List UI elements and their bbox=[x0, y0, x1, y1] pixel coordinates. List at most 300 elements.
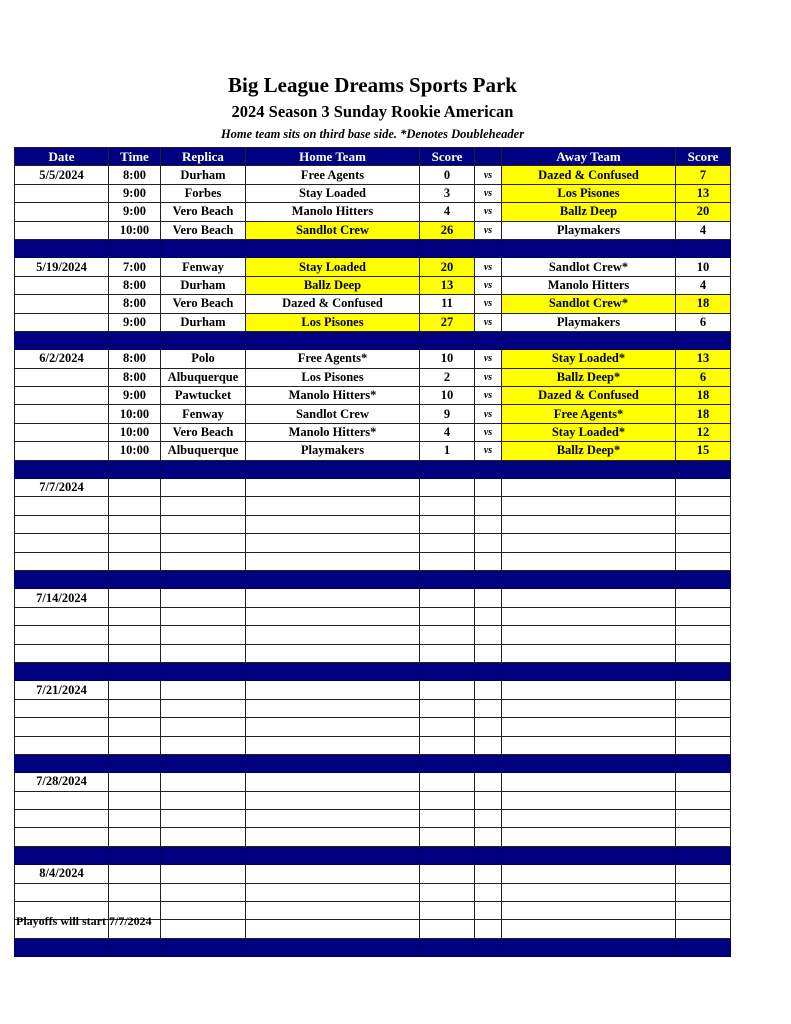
time-cell bbox=[109, 773, 161, 791]
vs-cell bbox=[475, 902, 502, 920]
schedule-table bbox=[14, 147, 731, 957]
game-row bbox=[15, 295, 731, 313]
away-score-cell bbox=[676, 828, 731, 846]
away-score-cell: 13 bbox=[676, 184, 731, 202]
date-cell bbox=[15, 276, 109, 294]
time-cell bbox=[109, 699, 161, 717]
date-cell bbox=[15, 515, 109, 533]
home-score-cell: 26 bbox=[420, 221, 475, 239]
vs-label: vs bbox=[475, 405, 502, 423]
home-score-cell bbox=[420, 736, 475, 754]
empty-row bbox=[15, 626, 731, 644]
empty-row bbox=[15, 497, 731, 515]
vs-label: vs bbox=[475, 203, 502, 221]
empty-row bbox=[15, 865, 731, 883]
separator-cell bbox=[676, 662, 731, 680]
home-team-cell bbox=[246, 589, 420, 607]
vs-cell bbox=[475, 699, 502, 717]
vs-label: vs bbox=[475, 368, 502, 386]
empty-row bbox=[15, 607, 731, 625]
replica-cell bbox=[161, 791, 246, 809]
away-team-cell: Ballz Deep* bbox=[502, 442, 676, 460]
home-score-cell bbox=[420, 515, 475, 533]
empty-row bbox=[15, 718, 731, 736]
away-team-cell: Los Pisones bbox=[502, 184, 676, 202]
vs-cell bbox=[475, 883, 502, 901]
separator-cell bbox=[502, 460, 676, 478]
week-separator bbox=[15, 239, 731, 257]
away-team-cell bbox=[502, 681, 676, 699]
week-separator bbox=[15, 846, 731, 864]
home-score-cell bbox=[420, 791, 475, 809]
away-score-cell: 18 bbox=[676, 405, 731, 423]
column-header-date: Date bbox=[15, 148, 109, 166]
week-separator bbox=[15, 570, 731, 588]
home-team-cell bbox=[246, 479, 420, 497]
away-score-cell bbox=[676, 626, 731, 644]
separator-cell bbox=[475, 460, 502, 478]
home-score-cell bbox=[420, 718, 475, 736]
date-cell bbox=[15, 405, 109, 423]
time-cell bbox=[109, 681, 161, 699]
away-score-cell bbox=[676, 791, 731, 809]
replica-cell: Pawtucket bbox=[161, 387, 246, 405]
replica-cell: Durham bbox=[161, 276, 246, 294]
separator-cell bbox=[161, 460, 246, 478]
replica-cell bbox=[161, 699, 246, 717]
vs-cell bbox=[475, 479, 502, 497]
replica-cell: Fenway bbox=[161, 258, 246, 276]
home-team-cell: Los Pisones bbox=[246, 368, 420, 386]
replica-cell bbox=[161, 534, 246, 552]
time-cell: 10:00 bbox=[109, 405, 161, 423]
date-cell: 6/2/2024 bbox=[15, 350, 109, 368]
time-cell bbox=[109, 865, 161, 883]
vs-cell bbox=[475, 810, 502, 828]
page-subtitle: 2024 Season 3 Sunday Rookie American bbox=[231, 102, 514, 121]
time-cell bbox=[109, 479, 161, 497]
vs-label: vs bbox=[475, 423, 502, 441]
vs-label: vs bbox=[475, 166, 502, 184]
separator-cell bbox=[676, 239, 731, 257]
separator-cell bbox=[161, 662, 246, 680]
separator-cell bbox=[475, 662, 502, 680]
away-team-cell: Dazed & Confused bbox=[502, 387, 676, 405]
separator-cell bbox=[15, 846, 109, 864]
empty-row bbox=[15, 534, 731, 552]
empty-row bbox=[15, 681, 731, 699]
separator-cell bbox=[246, 938, 420, 956]
separator-cell bbox=[676, 754, 731, 772]
away-score-cell bbox=[676, 497, 731, 515]
game-row bbox=[15, 350, 731, 368]
vs-cell bbox=[475, 681, 502, 699]
week-separator bbox=[15, 662, 731, 680]
away-score-cell bbox=[676, 718, 731, 736]
away-score-cell: 4 bbox=[676, 221, 731, 239]
column-header-away-score: Score bbox=[676, 148, 731, 166]
empty-row bbox=[15, 644, 731, 662]
separator-cell bbox=[109, 331, 161, 349]
time-cell bbox=[109, 828, 161, 846]
home-score-cell bbox=[420, 883, 475, 901]
separator-cell bbox=[502, 938, 676, 956]
time-cell bbox=[109, 736, 161, 754]
home-team-cell bbox=[246, 681, 420, 699]
away-score-cell bbox=[676, 920, 731, 938]
home-score-cell bbox=[420, 828, 475, 846]
home-team-cell: Stay Loaded bbox=[246, 184, 420, 202]
away-score-cell: 12 bbox=[676, 423, 731, 441]
away-team-cell: Sandlot Crew* bbox=[502, 258, 676, 276]
time-cell: 9:00 bbox=[109, 313, 161, 331]
separator-cell bbox=[420, 846, 475, 864]
time-cell: 8:00 bbox=[109, 276, 161, 294]
home-score-cell: 0 bbox=[420, 166, 475, 184]
separator-cell bbox=[15, 754, 109, 772]
separator-cell bbox=[246, 846, 420, 864]
game-row bbox=[15, 258, 731, 276]
home-score-cell bbox=[420, 644, 475, 662]
away-score-cell: 7 bbox=[676, 166, 731, 184]
away-score-cell bbox=[676, 883, 731, 901]
time-cell: 8:00 bbox=[109, 368, 161, 386]
time-cell bbox=[109, 497, 161, 515]
separator-cell bbox=[475, 331, 502, 349]
replica-cell: Vero Beach bbox=[161, 203, 246, 221]
vs-cell bbox=[475, 736, 502, 754]
empty-row bbox=[15, 479, 731, 497]
separator-cell bbox=[246, 662, 420, 680]
home-score-cell: 10 bbox=[420, 387, 475, 405]
away-team-cell: Free Agents* bbox=[502, 405, 676, 423]
vs-cell bbox=[475, 644, 502, 662]
home-team-cell bbox=[246, 773, 420, 791]
replica-cell: Albuquerque bbox=[161, 442, 246, 460]
away-team-cell bbox=[502, 552, 676, 570]
vs-cell bbox=[475, 791, 502, 809]
replica-cell bbox=[161, 497, 246, 515]
week-separator bbox=[15, 460, 731, 478]
home-team-cell: Ballz Deep bbox=[246, 276, 420, 294]
home-score-cell bbox=[420, 626, 475, 644]
home-team-cell: Sandlot Crew bbox=[246, 405, 420, 423]
separator-cell bbox=[246, 570, 420, 588]
away-score-cell bbox=[676, 902, 731, 920]
home-team-cell bbox=[246, 552, 420, 570]
away-team-cell bbox=[502, 920, 676, 938]
date-cell bbox=[15, 313, 109, 331]
away-team-cell bbox=[502, 626, 676, 644]
away-team-cell bbox=[502, 810, 676, 828]
away-team-cell bbox=[502, 791, 676, 809]
date-cell bbox=[15, 203, 109, 221]
time-cell bbox=[109, 718, 161, 736]
away-team-cell bbox=[502, 736, 676, 754]
time-cell bbox=[109, 810, 161, 828]
away-score-cell: 4 bbox=[676, 276, 731, 294]
vs-cell bbox=[475, 773, 502, 791]
date-cell: 8/4/2024 bbox=[15, 865, 109, 883]
away-team-cell bbox=[502, 534, 676, 552]
home-team-cell bbox=[246, 515, 420, 533]
date-cell bbox=[15, 810, 109, 828]
date-cell bbox=[15, 497, 109, 515]
home-score-cell bbox=[420, 920, 475, 938]
away-score-cell bbox=[676, 773, 731, 791]
date-cell: 7/14/2024 bbox=[15, 589, 109, 607]
empty-row bbox=[15, 883, 731, 901]
away-team-cell: Playmakers bbox=[502, 313, 676, 331]
away-score-cell: 18 bbox=[676, 295, 731, 313]
replica-cell bbox=[161, 773, 246, 791]
away-score-cell: 18 bbox=[676, 387, 731, 405]
separator-cell bbox=[161, 938, 246, 956]
game-row bbox=[15, 368, 731, 386]
replica-cell: Polo bbox=[161, 350, 246, 368]
home-score-cell: 11 bbox=[420, 295, 475, 313]
replica-cell: Durham bbox=[161, 313, 246, 331]
away-team-cell bbox=[502, 589, 676, 607]
vs-cell bbox=[475, 552, 502, 570]
replica-cell bbox=[161, 718, 246, 736]
vs-label: vs bbox=[475, 258, 502, 276]
time-cell: 8:00 bbox=[109, 166, 161, 184]
empty-row bbox=[15, 773, 731, 791]
game-row bbox=[15, 387, 731, 405]
away-team-cell bbox=[502, 644, 676, 662]
home-score-cell: 9 bbox=[420, 405, 475, 423]
home-team-cell: Playmakers bbox=[246, 442, 420, 460]
separator-cell bbox=[502, 846, 676, 864]
vs-cell bbox=[475, 828, 502, 846]
replica-cell bbox=[161, 479, 246, 497]
away-score-cell bbox=[676, 589, 731, 607]
home-score-cell: 4 bbox=[420, 423, 475, 441]
time-cell bbox=[109, 607, 161, 625]
game-row bbox=[15, 423, 731, 441]
empty-row bbox=[15, 810, 731, 828]
away-score-cell: 20 bbox=[676, 203, 731, 221]
date-cell bbox=[15, 644, 109, 662]
away-score-cell bbox=[676, 810, 731, 828]
away-score-cell bbox=[676, 736, 731, 754]
separator-cell bbox=[676, 938, 731, 956]
home-score-cell bbox=[420, 479, 475, 497]
home-score-cell bbox=[420, 497, 475, 515]
replica-cell: Durham bbox=[161, 166, 246, 184]
schedule-note: Home team sits on third base side. *Denotes Doubleheader bbox=[220, 127, 525, 141]
away-team-cell bbox=[502, 479, 676, 497]
separator-cell bbox=[502, 570, 676, 588]
separator-cell bbox=[246, 754, 420, 772]
away-score-cell bbox=[676, 681, 731, 699]
separator-cell bbox=[475, 570, 502, 588]
separator-cell bbox=[420, 662, 475, 680]
replica-cell bbox=[161, 828, 246, 846]
date-cell: 7/7/2024 bbox=[15, 479, 109, 497]
replica-cell bbox=[161, 902, 246, 920]
home-team-cell: Sandlot Crew bbox=[246, 221, 420, 239]
home-score-cell: 27 bbox=[420, 313, 475, 331]
home-team-cell bbox=[246, 607, 420, 625]
replica-cell bbox=[161, 515, 246, 533]
away-team-cell bbox=[502, 865, 676, 883]
separator-cell bbox=[475, 239, 502, 257]
away-team-cell bbox=[502, 773, 676, 791]
separator-cell bbox=[420, 938, 475, 956]
date-cell: 7/28/2024 bbox=[15, 773, 109, 791]
empty-row bbox=[15, 828, 731, 846]
separator-cell bbox=[420, 754, 475, 772]
replica-cell bbox=[161, 589, 246, 607]
separator-cell bbox=[420, 239, 475, 257]
home-team-cell: Free Agents bbox=[246, 166, 420, 184]
game-row bbox=[15, 166, 731, 184]
home-team-cell: Dazed & Confused bbox=[246, 295, 420, 313]
page-title: Big League Dreams Sports Park bbox=[228, 73, 517, 97]
vs-cell bbox=[475, 920, 502, 938]
time-cell: 8:00 bbox=[109, 295, 161, 313]
time-cell: 9:00 bbox=[109, 203, 161, 221]
away-score-cell bbox=[676, 552, 731, 570]
away-score-cell: 15 bbox=[676, 442, 731, 460]
empty-row bbox=[15, 736, 731, 754]
separator-cell bbox=[15, 662, 109, 680]
away-team-cell bbox=[502, 718, 676, 736]
separator-cell bbox=[502, 754, 676, 772]
time-cell: 7:00 bbox=[109, 258, 161, 276]
vs-cell bbox=[475, 497, 502, 515]
time-cell bbox=[109, 534, 161, 552]
home-team-cell: Manolo Hitters* bbox=[246, 423, 420, 441]
date-cell bbox=[15, 295, 109, 313]
date-cell bbox=[15, 221, 109, 239]
separator-cell bbox=[109, 846, 161, 864]
separator-cell bbox=[246, 331, 420, 349]
vs-cell bbox=[475, 718, 502, 736]
separator-cell bbox=[161, 239, 246, 257]
separator-cell bbox=[161, 331, 246, 349]
home-team-cell bbox=[246, 718, 420, 736]
away-score-cell bbox=[676, 644, 731, 662]
separator-cell bbox=[246, 460, 420, 478]
separator-cell bbox=[475, 846, 502, 864]
home-score-cell: 20 bbox=[420, 258, 475, 276]
game-row bbox=[15, 442, 731, 460]
home-score-cell bbox=[420, 589, 475, 607]
separator-cell bbox=[502, 239, 676, 257]
separator-cell bbox=[246, 239, 420, 257]
home-team-cell bbox=[246, 810, 420, 828]
away-score-cell bbox=[676, 515, 731, 533]
column-header-home-score: Score bbox=[420, 148, 475, 166]
away-team-cell: Stay Loaded* bbox=[502, 423, 676, 441]
away-score-cell bbox=[676, 607, 731, 625]
game-row bbox=[15, 184, 731, 202]
home-team-cell: Stay Loaded bbox=[246, 258, 420, 276]
away-team-cell: Ballz Deep bbox=[502, 203, 676, 221]
away-score-cell: 10 bbox=[676, 258, 731, 276]
separator-cell bbox=[502, 662, 676, 680]
column-header-replica: Replica bbox=[161, 148, 246, 166]
separator-cell bbox=[109, 662, 161, 680]
home-team-cell bbox=[246, 791, 420, 809]
home-score-cell: 4 bbox=[420, 203, 475, 221]
separator-cell bbox=[109, 570, 161, 588]
vs-label: vs bbox=[475, 184, 502, 202]
home-team-cell bbox=[246, 644, 420, 662]
home-score-cell bbox=[420, 552, 475, 570]
away-score-cell: 6 bbox=[676, 368, 731, 386]
separator-cell bbox=[420, 331, 475, 349]
vs-cell bbox=[475, 589, 502, 607]
date-cell bbox=[15, 828, 109, 846]
week-separator bbox=[15, 331, 731, 349]
replica-cell bbox=[161, 607, 246, 625]
home-score-cell bbox=[420, 810, 475, 828]
date-cell bbox=[15, 387, 109, 405]
home-team-cell: Manolo Hitters bbox=[246, 203, 420, 221]
away-team-cell bbox=[502, 607, 676, 625]
date-cell bbox=[15, 442, 109, 460]
home-score-cell: 1 bbox=[420, 442, 475, 460]
separator-cell bbox=[15, 938, 109, 956]
replica-cell bbox=[161, 552, 246, 570]
separator-cell bbox=[676, 570, 731, 588]
time-cell bbox=[109, 552, 161, 570]
date-cell: 5/5/2024 bbox=[15, 166, 109, 184]
home-score-cell bbox=[420, 865, 475, 883]
replica-cell: Albuquerque bbox=[161, 368, 246, 386]
empty-row bbox=[15, 589, 731, 607]
away-score-cell bbox=[676, 534, 731, 552]
home-score-cell bbox=[420, 902, 475, 920]
replica-cell: Fenway bbox=[161, 405, 246, 423]
away-score-cell bbox=[676, 479, 731, 497]
empty-row bbox=[15, 552, 731, 570]
empty-row bbox=[15, 791, 731, 809]
column-header-vs bbox=[475, 148, 502, 166]
away-team-cell bbox=[502, 699, 676, 717]
away-score-cell: 13 bbox=[676, 350, 731, 368]
home-team-cell: Los Pisones bbox=[246, 313, 420, 331]
table-header-row bbox=[15, 148, 731, 166]
replica-cell: Vero Beach bbox=[161, 423, 246, 441]
home-team-cell bbox=[246, 865, 420, 883]
game-row bbox=[15, 313, 731, 331]
home-score-cell bbox=[420, 534, 475, 552]
empty-row bbox=[15, 515, 731, 533]
date-cell bbox=[15, 552, 109, 570]
replica-cell bbox=[161, 920, 246, 938]
replica-cell: Forbes bbox=[161, 184, 246, 202]
home-score-cell: 10 bbox=[420, 350, 475, 368]
game-row bbox=[15, 405, 731, 423]
home-score-cell: 13 bbox=[420, 276, 475, 294]
column-header-away-team: Away Team bbox=[502, 148, 676, 166]
away-team-cell: Stay Loaded* bbox=[502, 350, 676, 368]
date-cell bbox=[15, 184, 109, 202]
away-team-cell bbox=[502, 883, 676, 901]
date-cell bbox=[15, 736, 109, 754]
footer-note: Playoffs will start 7/7/2024 bbox=[16, 914, 152, 928]
replica-cell: Vero Beach bbox=[161, 295, 246, 313]
game-row bbox=[15, 276, 731, 294]
away-team-cell: Sandlot Crew* bbox=[502, 295, 676, 313]
replica-cell bbox=[161, 626, 246, 644]
home-score-cell bbox=[420, 607, 475, 625]
